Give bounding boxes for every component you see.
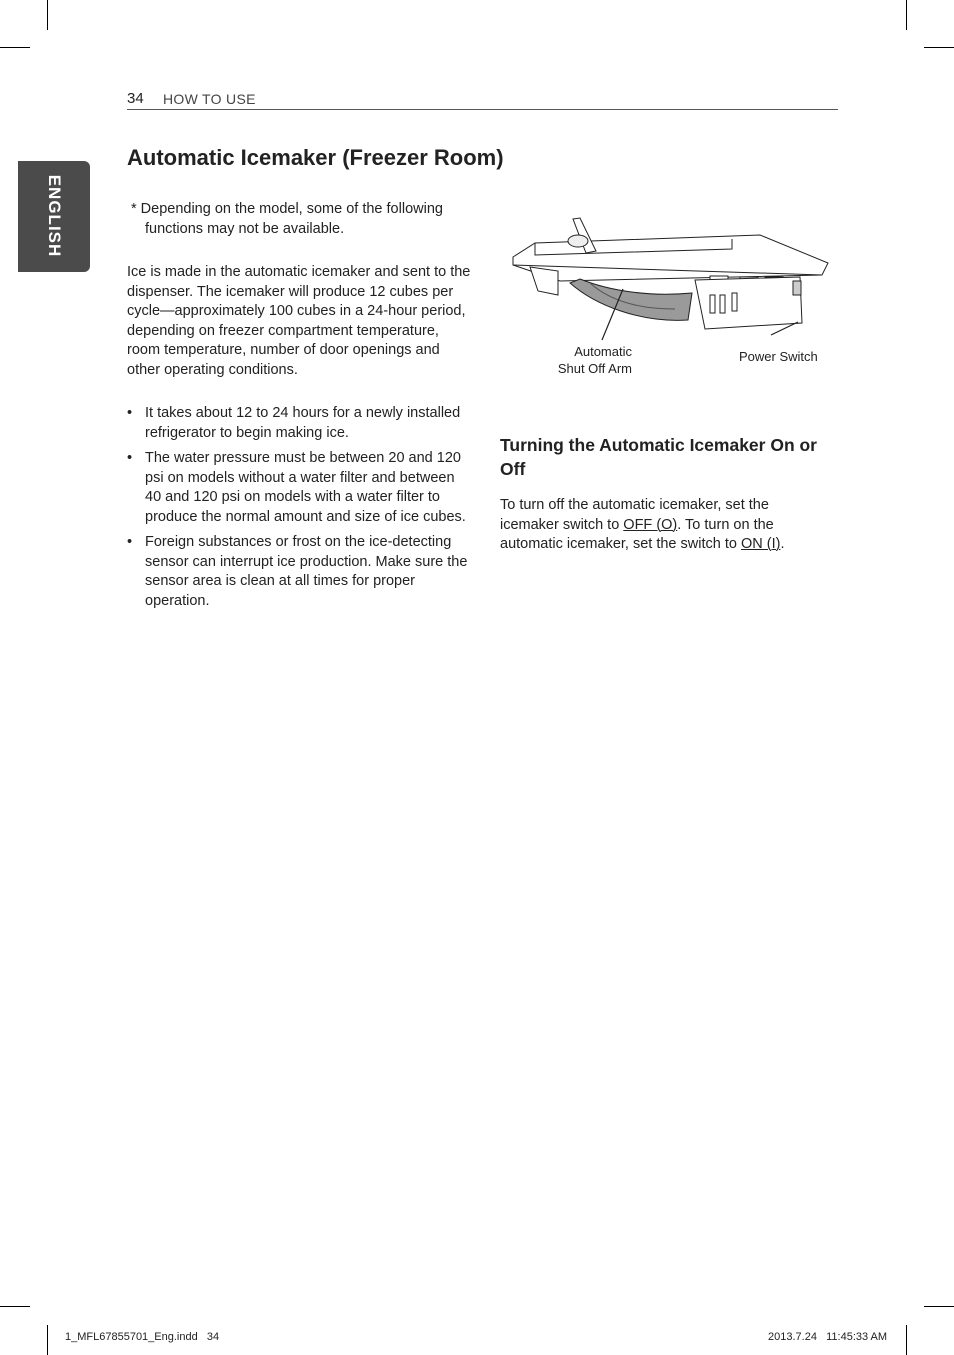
language-tab — [18, 161, 90, 272]
section-title: HOW TO USE — [163, 91, 256, 107]
crop-mark — [924, 47, 954, 48]
list-item: • The water pressure must be between 20 and 120 psi on models without a water filter and between 40 and 120 psi on models with a water filter to produce the normal amount and size of ice cubes. — [127, 449, 472, 527]
footer-timestamp: 2013.7.24 11:45:33 AM — [768, 1331, 888, 1343]
model-note: * Depending on the model, some of the following functions may not be available. — [131, 201, 443, 237]
header-divider — [127, 109, 838, 110]
bullet-list — [127, 404, 472, 611]
section-heading: Turning the Automatic Icemaker On or Off — [500, 435, 817, 479]
crop-mark — [0, 1306, 30, 1307]
crop-mark — [906, 0, 907, 30]
crop-mark — [906, 1325, 907, 1355]
crop-mark — [0, 47, 30, 48]
crop-mark — [924, 1306, 954, 1307]
footer-filename: 1_MFL67855701_Eng.indd 34 — [65, 1331, 220, 1343]
list-item: • It takes about 12 to 24 hours for a newly installed refrigerator to begin making ice. — [127, 404, 472, 443]
shut-off-arm-label-line: Shut Off Arm — [557, 361, 632, 376]
left-column — [127, 200, 472, 617]
shut-off-arm-label-line: Automatic — [574, 344, 632, 359]
off-setting: OFF (O) — [623, 516, 678, 533]
power-switch — [793, 281, 801, 295]
shut-off-arm-label — [540, 343, 632, 377]
on-off-instructions — [500, 496, 830, 555]
instruction-text: To turn off the automatic icemaker, set the icemaker switch to — [500, 497, 769, 533]
crop-mark — [47, 0, 48, 30]
list-item: • Foreign substances or frost on the ice-detecting sensor can interrupt ice production. Make sure the sensor area is clean at all times for proper operation. — [127, 533, 472, 611]
power-switch-label: Power Switch — [739, 349, 818, 364]
instruction-text: . — [780, 536, 785, 552]
instruction-text: . To turn on the automatic icemaker, set the switch to — [500, 516, 774, 552]
icemaker-body — [695, 277, 802, 329]
ice-bin — [570, 279, 692, 320]
page-number: 34 — [127, 90, 144, 107]
crop-mark — [47, 1325, 48, 1355]
language-tab-label: ENGLISH — [45, 174, 64, 258]
page-title: Automatic Icemaker (Freezer Room) — [127, 145, 504, 170]
on-setting: ON (I) — [740, 536, 781, 552]
intro-paragraph: Ice is made in the automatic icemaker and sent to the dispenser. The icemaker will produce 12 cubes per cycle—approximately 100 cubes in a 24-hour period, depending on freezer compartment temperature, room temperature, number of door openings and other operating conditions. — [127, 264, 471, 378]
